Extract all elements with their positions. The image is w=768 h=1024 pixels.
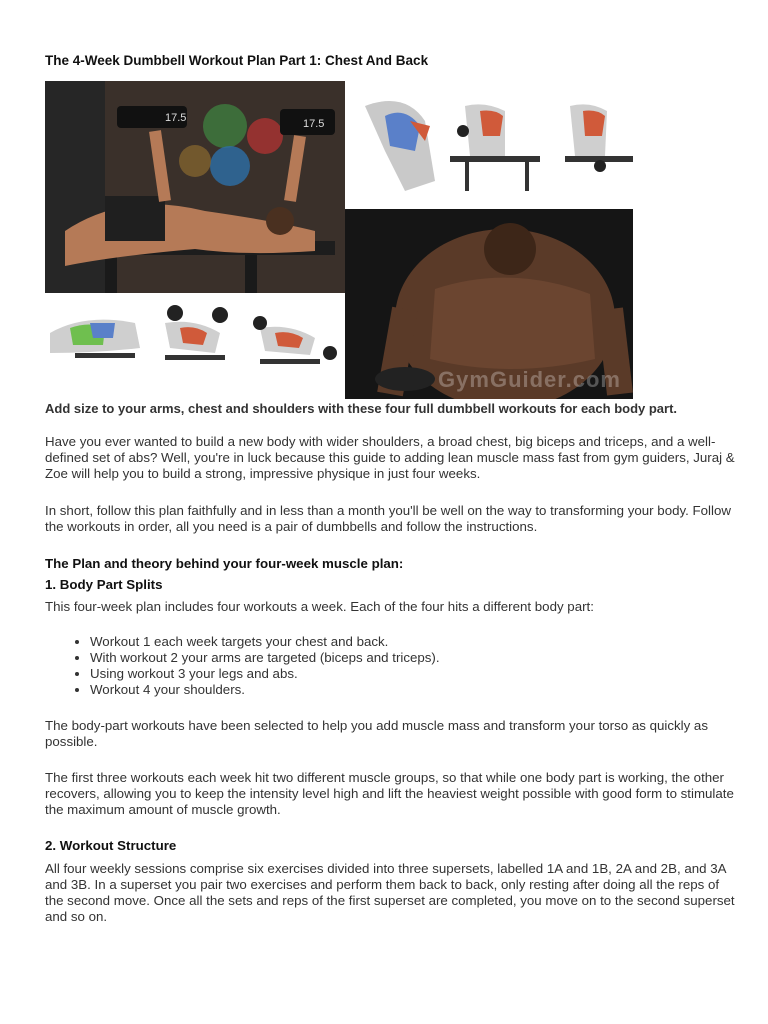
workout-list <box>45 634 440 698</box>
intro-paragraph-1: Have you ever wanted to build a new body with wider shoulders, a broad chest, big biceps and triceps, and a well-defined set of abs? Well, you're in luck because this guide to adding lean muscle mass fast from gym guiders, Juraj & Zoe will help you to build a strong, impressive physique in just four weeks. <box>45 434 735 481</box>
intro-paragraph-2: In short, follow this plan faithfully and in less than a month you'll be well on the way to transforming your body. Follow the workouts in order, all you need is a pair of dumbbells and follow the instructions. <box>45 503 731 534</box>
svg-text:17.5: 17.5 <box>303 118 325 130</box>
list-item: • Workout 4 your shoulders. <box>90 682 440 698</box>
section-1-heading: 1. Body Part Splits <box>45 577 163 592</box>
image-collage <box>45 81 633 399</box>
list-item: • With workout 2 your arms are targeted (biceps and triceps). <box>90 650 440 666</box>
list-item: • Workout 1 each week targets your chest and back. <box>90 634 440 650</box>
section-2-text: All four weekly sessions comprise six exercises divided into three supersets, labelled 1A and 1B, 2A and 2B, and 3A and 3B. In a superset you pair two exercises and perform them back to back, only resting after doing all the reps of the second move. Once all the sets and reps of the first superset are completed, you move on to the second superset and so on. <box>45 861 735 924</box>
list-item: • Using workout 3 your legs and abs. <box>90 666 440 682</box>
watermark: GymGuider.com <box>438 367 621 392</box>
row-illustration <box>345 81 633 209</box>
section-1-paragraph-3: The first three workouts each week hit two different muscle groups, so that while one body part is working, the other recovers, allowing you to keep the intensity level high and lift the heaviest weight possible with good form to stimulate the maximum amount of muscle growth. <box>45 770 734 817</box>
section-1-paragraph-2: The body-part workouts have been selected to help you add muscle mass and transform your torso as quickly as possible. <box>45 718 708 749</box>
bench-press-photo <box>45 81 345 293</box>
lead-text: Add size to your arms, chest and shoulders with these four full dumbbell workouts for each body part. <box>45 401 678 416</box>
fly-illustration <box>45 293 345 399</box>
section-1-text: This four-week plan includes four workouts a week. Each of the four hits a different body part: <box>45 599 594 614</box>
section-2-heading: 2. Workout Structure <box>45 838 177 853</box>
bodybuilder-photo <box>345 209 633 399</box>
svg-text:17.5: 17.5 <box>165 112 187 124</box>
page-title: The 4-Week Dumbbell Workout Plan Part 1: Chest And Back <box>45 53 429 68</box>
plan-heading: The Plan and theory behind your four-week muscle plan: <box>45 556 404 571</box>
